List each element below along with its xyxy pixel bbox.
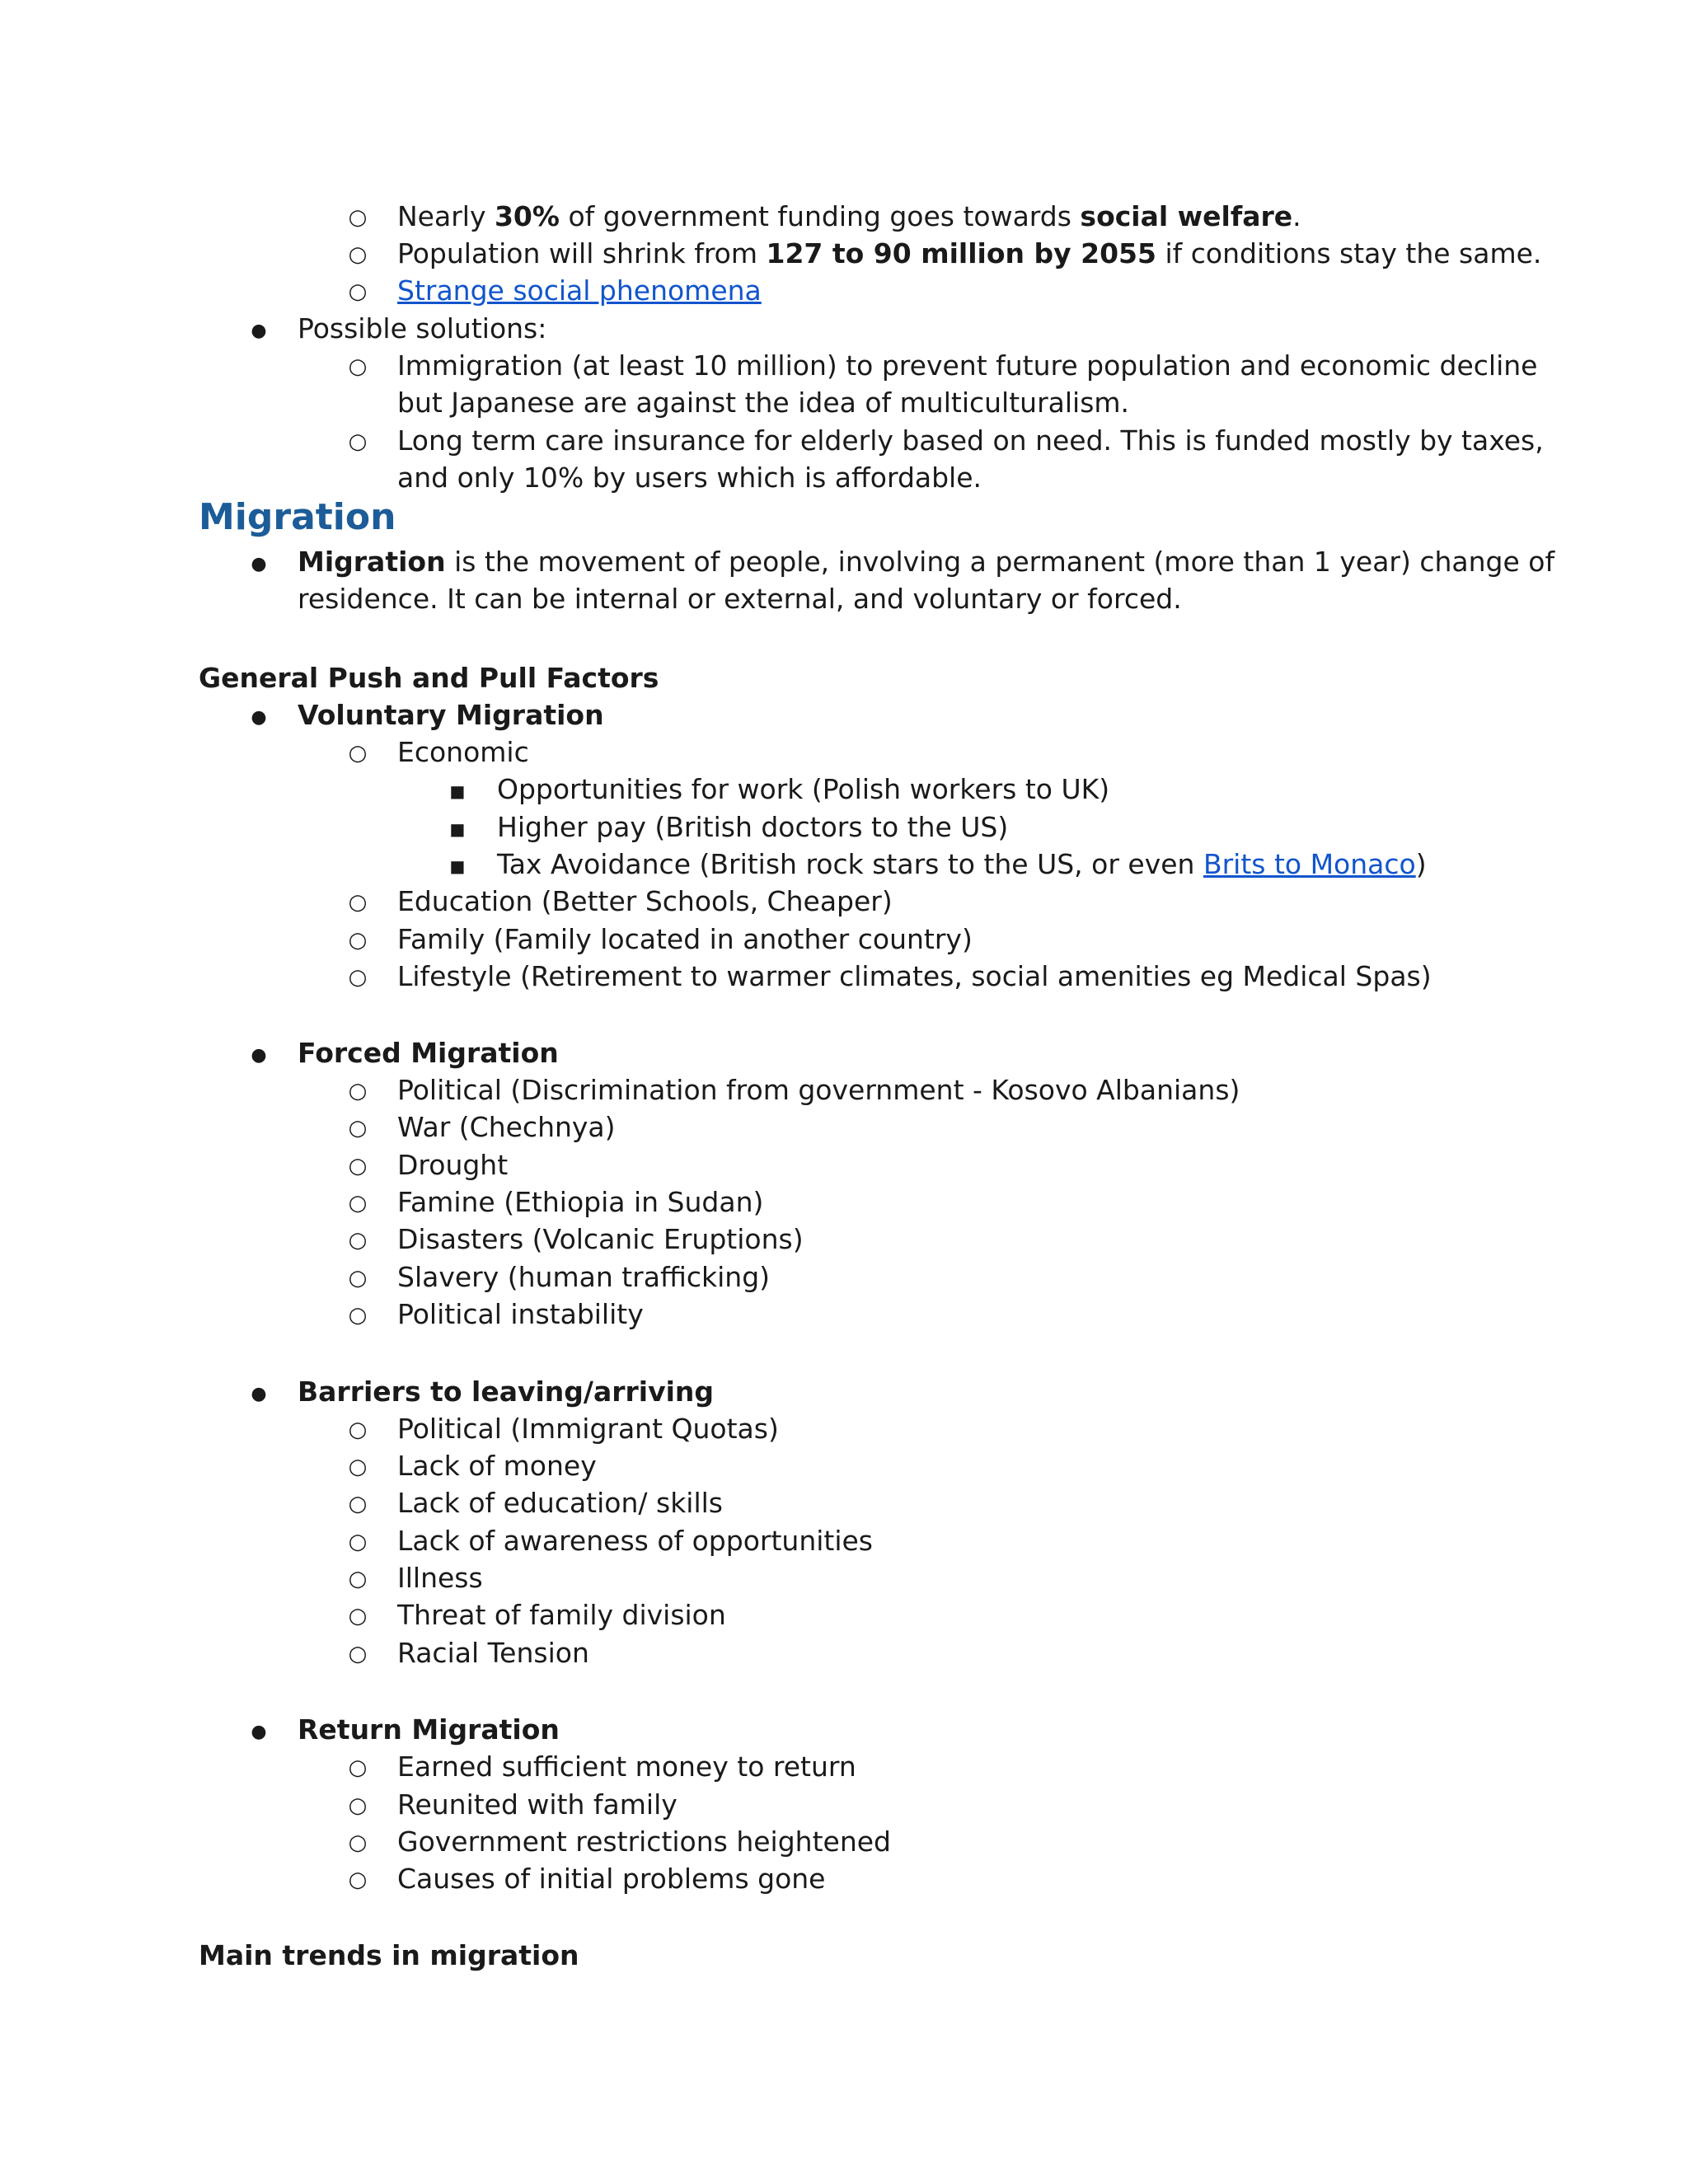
list-item: Reunited with family (397, 1788, 678, 1821)
list-item: Education (Better Schools, Cheaper) (397, 885, 893, 917)
circle-bullet-icon (341, 921, 374, 958)
circle-bullet-icon (341, 1296, 374, 1333)
circle-bullet-icon (341, 1786, 374, 1824)
disc-bullet-icon (242, 1711, 275, 1749)
circle-bullet-icon (341, 1447, 374, 1485)
circle-bullet-icon (341, 1823, 374, 1861)
circle-bullet-icon (341, 1596, 374, 1634)
circle-bullet-icon (341, 1860, 374, 1898)
square-bullet-icon (441, 846, 474, 883)
disc-bullet-icon (242, 696, 275, 734)
circle-bullet-icon (341, 1484, 374, 1522)
text: if conditions stay the same. (1156, 237, 1542, 269)
circle-bullet-icon (341, 958, 374, 996)
list-item: Opportunities for work (Polish workers to UK) (497, 773, 1110, 805)
square-bullet-icon (441, 808, 474, 846)
circle-bullet-icon (341, 1183, 374, 1221)
list-item: Government restrictions heightened (397, 1825, 891, 1858)
text: Population will shrink from (397, 237, 767, 269)
text: Nearly (397, 200, 495, 232)
square-bullet-icon (441, 771, 474, 808)
circle-bullet-icon (341, 1748, 374, 1786)
brits-to-monaco-link[interactable]: Brits to Monaco (1203, 848, 1416, 880)
text: . (1292, 200, 1301, 232)
circle-bullet-icon (341, 883, 374, 921)
circle-bullet-icon (341, 1221, 374, 1258)
circle-bullet-icon (341, 422, 374, 460)
circle-bullet-icon (341, 1146, 374, 1184)
bold-text: Migration (298, 546, 446, 578)
circle-bullet-icon (341, 1071, 374, 1109)
circle-bullet-icon (341, 1559, 374, 1597)
text: is the movement of people, involving a permanent (more than 1 year) change of (445, 546, 1555, 578)
list-item: Disasters (Volcanic Eruptions) (397, 1223, 804, 1255)
list-item: Earned sufficient money to return (397, 1750, 856, 1783)
circle-bullet-icon (341, 235, 374, 273)
barriers-label: Barriers to leaving/arriving (298, 1376, 715, 1408)
list-item: Political (Discrimination from government - Kosovo Albanians) (397, 1074, 1240, 1106)
text: of government funding goes towards (559, 200, 1081, 232)
circle-bullet-icon (341, 1634, 374, 1672)
strange-social-phenomena-link[interactable]: Strange social phenomena (397, 274, 762, 307)
return-migration-label: Return Migration (298, 1713, 560, 1746)
list-item: Threat of family division (397, 1599, 726, 1631)
circle-bullet-icon (341, 1258, 374, 1296)
circle-bullet-icon (341, 1522, 374, 1560)
voluntary-migration-label: Voluntary Migration (298, 699, 604, 731)
circle-bullet-icon (341, 733, 374, 771)
list-item: Lack of education/ skills (397, 1487, 724, 1519)
text: Tax Avoidance (British rock stars to the US, or even (497, 848, 1203, 880)
definition-line: residence. It can be internal or external, and voluntary or forced. (298, 583, 1182, 615)
subheading-main-trends: Main trends in migration (199, 1939, 579, 1971)
list-item (397, 235, 1541, 273)
list-item (397, 272, 762, 310)
circle-bullet-icon (341, 272, 374, 310)
list-item: Lack of money (397, 1450, 597, 1482)
bold-text: social welfare (1080, 200, 1293, 232)
list-item-line: Long term care insurance for elderly based on need. This is funded mostly by taxes, (397, 424, 1544, 457)
list-item: Illness (397, 1562, 483, 1594)
list-item: Possible solutions: (298, 312, 547, 344)
list-item-line: but Japanese are against the idea of multiculturalism. (397, 387, 1130, 419)
list-item: Family (Family located in another country) (397, 923, 973, 955)
disc-bullet-icon (242, 1373, 275, 1411)
list-item: Racial Tension (397, 1637, 589, 1669)
definition-line (298, 543, 1554, 581)
bold-text: 30% (494, 200, 560, 232)
disc-bullet-icon (242, 1034, 275, 1072)
bold-text: 127 to 90 million by 2055 (766, 237, 1156, 269)
list-item-line: Immigration (at least 10 million) to prevent future population and economic decline (397, 349, 1538, 382)
list-item-line: and only 10% by users which is affordable. (397, 462, 982, 494)
list-item: Political (Immigrant Quotas) (397, 1413, 779, 1445)
circle-bullet-icon (341, 1410, 374, 1448)
list-item: Lifestyle (Retirement to warmer climates, social amenities eg Medical Spas) (397, 960, 1432, 992)
circle-bullet-icon (341, 347, 374, 385)
section-heading-migration: Migration (199, 496, 396, 538)
list-item (497, 846, 1427, 883)
list-item: Drought (397, 1149, 509, 1181)
list-item: Lack of awareness of opportunities (397, 1525, 874, 1557)
disc-bullet-icon (242, 543, 275, 581)
text: ) (1415, 848, 1427, 880)
list-item (397, 198, 1301, 236)
list-item: War (Chechnya) (397, 1111, 616, 1143)
disc-bullet-icon (242, 310, 275, 348)
list-item: Famine (Ethiopia in Sudan) (397, 1186, 764, 1218)
list-item: Higher pay (British doctors to the US) (497, 811, 1009, 843)
circle-bullet-icon (341, 1108, 374, 1146)
list-item: Causes of initial problems gone (397, 1863, 826, 1895)
list-item: Slavery (human trafficking) (397, 1261, 771, 1293)
list-item: Economic (397, 736, 529, 768)
subheading-push-pull: General Push and Pull Factors (199, 662, 659, 694)
circle-bullet-icon (341, 198, 374, 236)
list-item: Political instability (397, 1298, 644, 1330)
forced-migration-label: Forced Migration (298, 1037, 559, 1069)
